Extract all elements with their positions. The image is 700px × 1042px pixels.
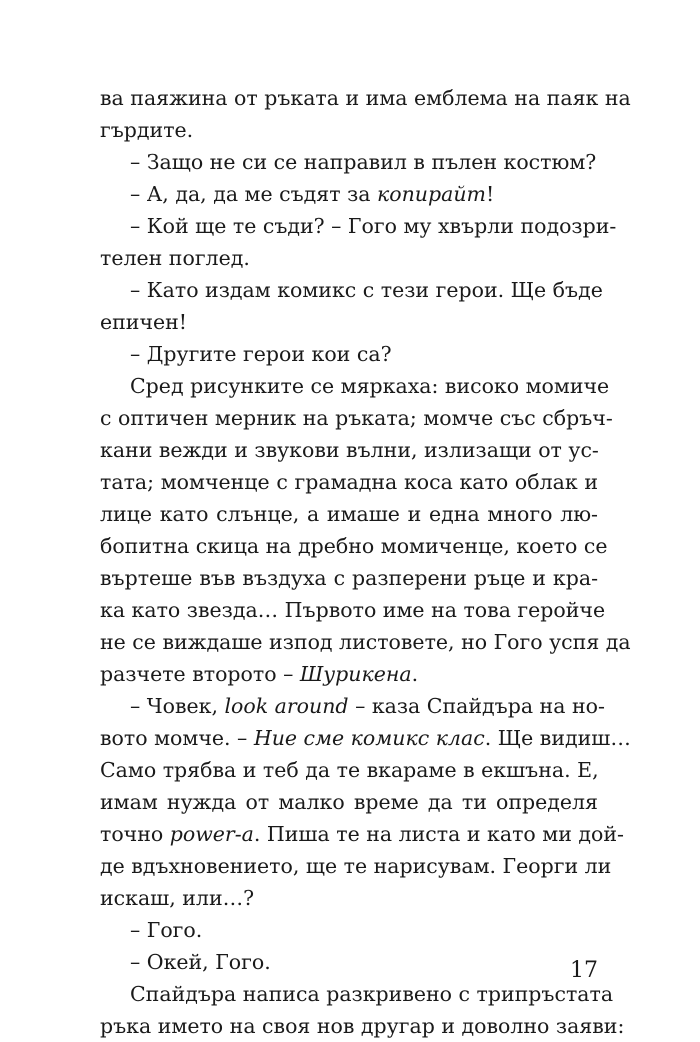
text-line — [100, 658, 598, 690]
text-line — [100, 626, 631, 658]
text-line — [100, 530, 608, 562]
text-line — [100, 274, 603, 306]
text-run: Само трябва и теб да те вкараме в екшъна. Е, — [100, 758, 599, 782]
text-run: – Като издам комикс с тези герои. Ще бъде — [130, 278, 603, 302]
text-run: – Гого. — [130, 918, 203, 942]
text-run: ва паяжина от ръката и има емблема на паяк на — [100, 86, 631, 110]
text-run: – Кой ще те съди? – Гого му хвърли подозри- — [130, 214, 617, 238]
text-run: гърдите. — [100, 118, 194, 142]
text-line — [100, 498, 598, 530]
text-line — [100, 306, 598, 338]
text-line — [100, 402, 613, 434]
text-run: бопитна скица на дребно момиченце, което се — [100, 534, 608, 558]
text-line — [100, 466, 598, 498]
text-run: имам нужда от малко време да ти определя — [100, 790, 598, 814]
text-run: – Защо не си се направил в пълен костюм? — [130, 150, 597, 174]
italic-text: look around — [224, 694, 349, 718]
text-line — [100, 690, 605, 722]
text-line — [100, 242, 598, 274]
text-line — [100, 594, 606, 626]
text-run: тата; момченце с грамадна коса като облак и — [100, 470, 598, 494]
text-run: . — [411, 662, 419, 686]
text-run: лице като слънце, а имаше и една много лю- — [100, 502, 598, 526]
text-run: вото момче. – — [100, 726, 254, 750]
text-run: – Другите герои кои са? — [130, 342, 392, 366]
text-run: епичен! — [100, 310, 188, 334]
text-line — [100, 82, 631, 114]
italic-text: Ние сме комикс клас — [253, 726, 485, 750]
text-line — [100, 562, 598, 594]
text-run: не се виждаше изпод листовете, но Гого успя да — [100, 630, 631, 654]
text-run: – каза Спайдъра на но- — [348, 694, 605, 718]
page-number: 17 — [570, 958, 598, 983]
text-line — [100, 178, 598, 210]
text-line — [100, 978, 614, 1010]
text-line — [100, 210, 617, 242]
text-run: с оптичен мерник на ръката; момче със сбръч- — [100, 406, 613, 430]
text-run: – А, да, да ме съдят за — [130, 182, 378, 206]
text-run: де вдъхновението, ще те нарисувам. Георги ли — [100, 854, 612, 878]
text-line — [100, 370, 610, 402]
text-line — [100, 914, 598, 946]
text-run: телен поглед. — [100, 246, 250, 270]
italic-text: power-a — [169, 822, 254, 846]
text-run: ръка името на своя нов другар и доволно заяви: — [100, 1014, 625, 1038]
text-line — [100, 946, 598, 978]
text-run: ! — [486, 182, 495, 206]
text-run: – Окей, Гого. — [130, 950, 271, 974]
body-text — [100, 82, 631, 1042]
text-line — [100, 114, 598, 146]
text-run: разчете второто – — [100, 662, 300, 686]
text-run: . Ще видиш… — [484, 726, 631, 750]
text-line — [100, 754, 598, 786]
text-run: . Пиша те на листа и като ми дой- — [253, 822, 624, 846]
text-line — [100, 434, 598, 466]
text-run: искаш, или…? — [100, 886, 255, 910]
text-line — [100, 722, 631, 754]
text-line — [100, 338, 598, 370]
text-run: кани вежди и звукови вълни, излизащи от ус- — [100, 438, 599, 462]
text-run: точно — [100, 822, 170, 846]
text-line — [100, 146, 598, 178]
text-line — [100, 818, 624, 850]
text-line — [100, 1010, 625, 1042]
text-run: ка като звезда… Първото име на това геройче — [100, 598, 606, 622]
text-line — [100, 786, 598, 818]
italic-text: Шурикена — [299, 662, 412, 686]
text-run: Спайдъра написа разкривено с трипръстата — [130, 982, 614, 1006]
text-run: въртеше във въздуха с разперени ръце и кра- — [100, 566, 598, 590]
text-line — [100, 850, 612, 882]
text-run: – Човек, — [130, 694, 225, 718]
text-run: Сред рисунките се мяркаха: високо момиче — [130, 374, 610, 398]
text-line — [100, 882, 598, 914]
italic-text: копирайт — [377, 182, 486, 206]
